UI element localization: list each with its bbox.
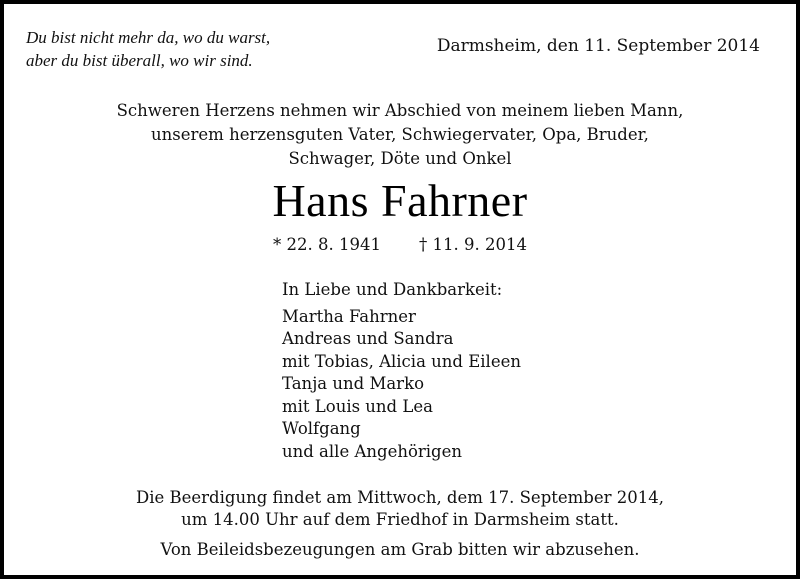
deceased-name: Hans Fahrner <box>272 175 528 226</box>
life-dates <box>4 233 796 257</box>
intro-line: Schwager, Döte und Onkel <box>288 149 512 168</box>
family-member: mit Tobias, Alicia und Eileen <box>282 351 521 371</box>
condolence-note: Von Beileidsbezeugungen am Grab bitten wir abzusehen. <box>160 540 640 559</box>
funeral-info <box>4 487 796 561</box>
intro-line: Schweren Herzens nehmen wir Abschied von meinem lieben Mann, <box>116 101 684 120</box>
funeral-line: um 14.00 Uhr auf dem Friedhof in Darmsheim statt. <box>181 510 619 529</box>
memorial-quote <box>26 26 366 72</box>
quote-line: Du bist nicht mehr da, wo du warst, <box>26 28 271 47</box>
family-list <box>282 279 521 463</box>
intro-line: unserem herzensguten Vater, Schwiegervater, Opa, Bruder, <box>151 125 649 144</box>
family-member: Wolfgang <box>282 419 361 438</box>
place-date: Darmsheim, den 11. September 2014 <box>436 36 760 56</box>
family-member: Martha Fahrner <box>282 306 416 326</box>
family-member: Andreas und Sandra <box>282 329 454 348</box>
family-member: Tanja und Marko <box>282 374 424 393</box>
family-member: und alle Angehörigen <box>282 441 463 461</box>
intro-text <box>4 99 796 171</box>
quote-line: aber du bist überall, wo wir sind. <box>26 51 253 70</box>
death-date: † 11. 9. 2014 <box>419 235 527 254</box>
funeral-line: Die Beerdigung findet am Mittwoch, dem 17. September 2014, <box>136 488 664 507</box>
family-heading: In Liebe und Dankbarkeit: <box>282 280 503 299</box>
birth-date: * 22. 8. 1941 <box>273 235 381 254</box>
family-member: mit Louis und Lea <box>282 396 433 416</box>
